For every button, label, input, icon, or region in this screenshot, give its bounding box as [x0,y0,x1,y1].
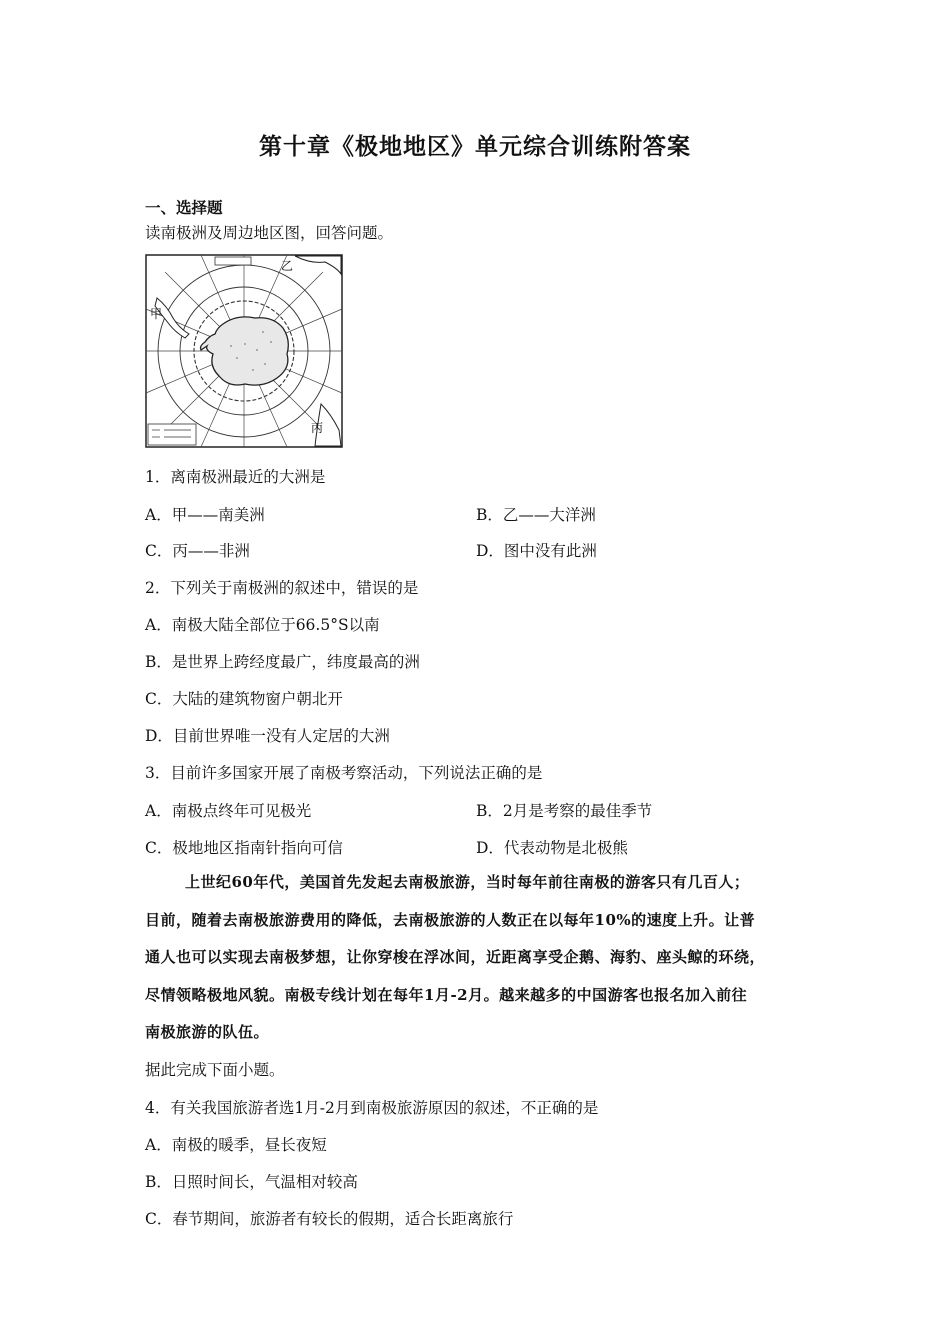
q2-option-d[interactable]: D．目前世界唯一没有人定居的大洲 [145,727,390,745]
map-label-jia: 甲 [150,307,163,321]
q1-option-c[interactable]: C．丙——非洲 [145,542,250,560]
q3-option-d[interactable]: D．代表动物是北极熊 [476,839,628,857]
page-title: 第十章《极地地区》单元综合训练附答案 [259,134,691,160]
q3-option-b[interactable]: B．2月是考察的最佳季节 [476,802,653,820]
q1-option-b[interactable]: B．乙——大洋洲 [476,506,596,524]
intro-text: 读南极洲及周边地区图，回答问题。 [145,224,394,242]
q1-option-a[interactable]: A．甲——南美洲 [145,506,265,524]
q4-option-b[interactable]: B．日照时间长，气温相对较高 [145,1173,358,1191]
map-label-bing: 丙 [311,421,324,435]
passage-line-4: 尽情领略极地风貌。南极专线计划在每年1月-2月。越来越多的中国游客也报名加入前往 [145,985,748,1004]
q2-option-b[interactable]: B．是世界上跨经度最广，纬度最高的洲 [145,653,420,671]
section-heading: 一、选择题 [145,199,223,217]
q3-option-c[interactable]: C．极地地区指南针指向可信 [145,839,343,857]
q1-option-d[interactable]: D．图中没有此洲 [476,542,597,560]
q2-option-a[interactable]: A．南极大陆全部位于66.5°S以南 [145,616,380,634]
q2-option-c[interactable]: C．大陆的建筑物窗户朝北开 [145,690,343,708]
q4-stem: 4．有关我国旅游者选1月-2月到南极旅游原因的叙述，不正确的是 [145,1099,599,1117]
reading-passage [145,864,810,1052]
passage-instruction: 据此完成下面小题。 [145,1061,285,1079]
passage-line-5: 南极旅游的队伍。 [145,1023,270,1041]
q2-stem: 2．下列关于南极洲的叙述中，错误的是 [145,579,419,597]
passage-line-3: 通人也可以实现去南极梦想，让你穿梭在浮冰间，近距离享受企鹅、海豹、座头鲸的环绕， [145,948,766,966]
map-label-yi: 乙 [281,259,294,273]
q4-option-a[interactable]: A．南极的暖季，昼长夜短 [145,1136,327,1154]
q3-option-a[interactable]: A．南极点终年可见极光 [145,802,312,820]
antarctica-map [145,254,343,448]
q3-stem: 3．目前许多国家开展了南极考察活动，下列说法正确的是 [145,764,543,782]
passage-line-2: 目前，随着去南极旅游费用的降低，去南极旅游的人数正在以每年10%的速度上升。让普 [145,910,756,929]
passage-line-1: 上世纪60年代，美国首先发起去南极旅游，当时每年前往南极的游客只有几百人； [185,873,750,891]
q4-option-c[interactable]: C．春节期间，旅游者有较长的假期，适合长距离旅行 [145,1210,514,1228]
q1-stem: 1．离南极洲最近的大洲是 [145,468,326,486]
